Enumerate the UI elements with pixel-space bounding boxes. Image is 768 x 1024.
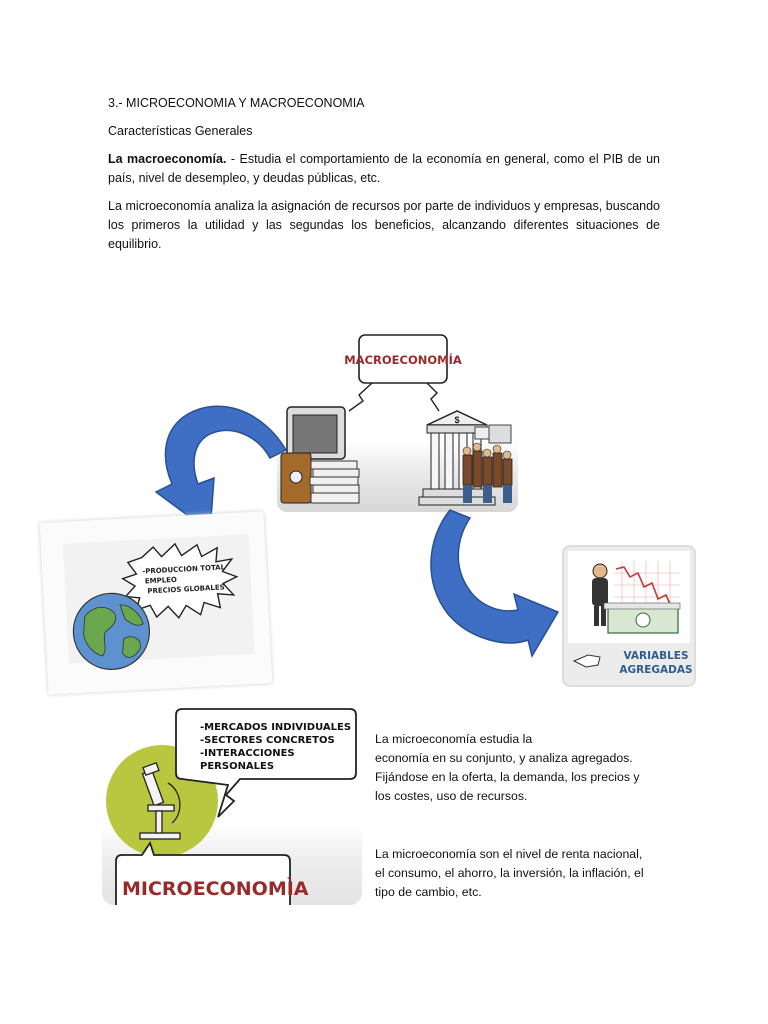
text-line: el consumo, el ahorro, la inversión, la inflación, el [375,866,644,880]
micro-bubble-line-1: -MERCADOS INDIVIDUALES [200,722,352,733]
paragraph-bold-term: La macroeconomía. [108,152,227,166]
arrow-to-variables [431,510,558,656]
globe-bubble-line-3: PRECIOS GLOBALES [147,583,225,596]
subheading: Características Generales [108,124,253,138]
paragraph-microeconomia: La microeconomía analiza la asignación de recursos por parte de individuos y empresas, buscando los primeros la utilidad y las segundas los beneficios, alcanzando diferentes situaciones de equilibrio. [108,199,660,251]
macro-label: MACROECONOMÍA [344,353,462,367]
globe-bubble-line-1: -PRODUCCIÓN TOTAL [142,563,226,576]
variables-label-1: VARIABLES [623,650,689,662]
globe-bubble-line-2: EMPLEO [144,575,178,586]
text-line: tipo de cambio, etc. [375,885,482,899]
micro-bubble-line-4: PERSONALES [200,761,275,772]
globe-illustration [40,511,273,694]
variables-label-2: AGREGADAS [619,664,693,676]
microeconomia-illustration [102,705,362,905]
text-line: Fijándose en la oferta, la demanda, los precios y [375,770,640,784]
paragraph-microeconomia-estudia [375,730,640,806]
microeconomia-image [102,705,362,905]
heading: 3.- MICROECONOMIA Y MACROECONOMIA [108,96,365,110]
paragraph-text: - Estudia el comportamiento de la economía en general, como el PIB de un país, nivel de desempleo, y deudas públicas, etc. [108,152,661,185]
micro-bubble-line-2: -SECTORES CONCRETOS [200,735,335,746]
variables-illustration [564,547,694,685]
variables-agregadas-image [562,545,696,687]
text-line: economía en su conjunto, y analiza agregados. [375,751,633,765]
micro-label: MICROECONOMÌA [122,878,309,900]
micro-bubble-line-3: -INTERACCIONES [200,748,295,759]
text-line: La microeconomía son el nivel de renta nacional, [375,847,643,861]
text-line: La microeconomía estudia la [375,732,533,746]
paragraph-renta-nacional [375,845,644,902]
globe-image [40,511,273,694]
svg-text:$: $ [454,415,460,425]
text-line: los costes, uso de recursos. [375,789,528,803]
